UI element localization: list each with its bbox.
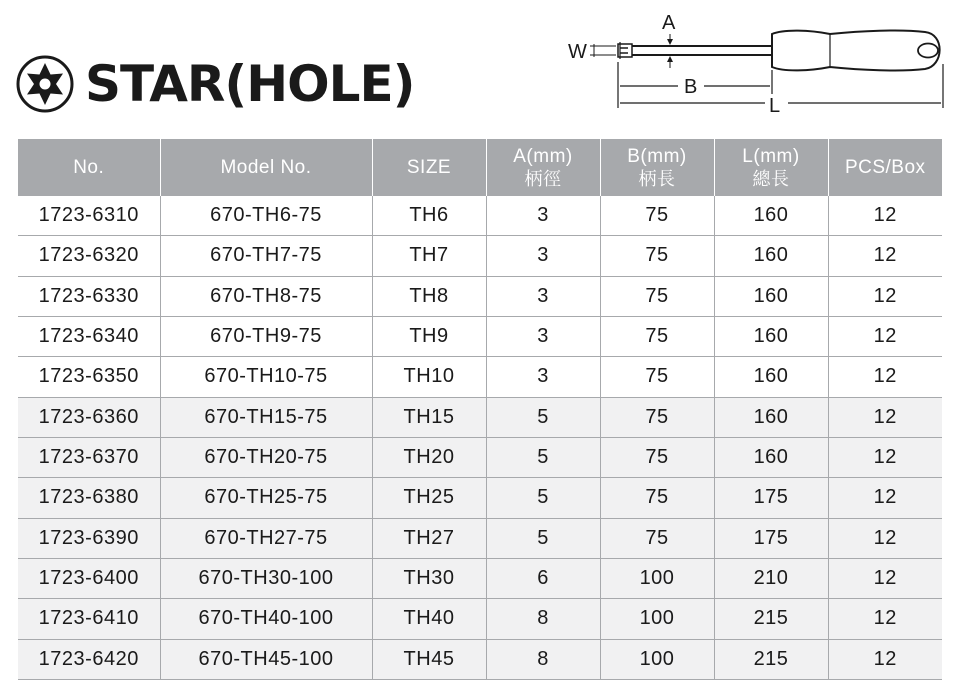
table-row: [18, 357, 942, 397]
cell-a-mm: 8: [486, 599, 600, 639]
cell-model-no: 670-TH20-75: [160, 437, 372, 477]
cell-no: 1723-6310: [18, 196, 160, 236]
cell-a-mm: 3: [486, 357, 600, 397]
page-header: [15, 52, 415, 116]
cell-size: TH30: [372, 558, 486, 598]
cell-no: 1723-6420: [18, 639, 160, 679]
cell-model-no: 670-TH9-75: [160, 316, 372, 356]
cell-size: TH20: [372, 437, 486, 477]
cell-pcs-box: 12: [828, 478, 942, 518]
cell-a-mm: 6: [486, 558, 600, 598]
torx-star-icon: [15, 54, 75, 114]
cell-a-mm: 3: [486, 276, 600, 316]
table-row: [18, 397, 942, 437]
header-l-mm: L(mm) 總長: [714, 139, 828, 196]
cell-size: TH9: [372, 316, 486, 356]
cell-no: 1723-6400: [18, 558, 160, 598]
cell-model-no: 670-TH7-75: [160, 236, 372, 276]
cell-l-mm: 160: [714, 196, 828, 236]
cell-pcs-box: 12: [828, 599, 942, 639]
cell-pcs-box: 12: [828, 357, 942, 397]
cell-size: TH7: [372, 236, 486, 276]
cell-b-mm: 75: [600, 276, 714, 316]
cell-no: 1723-6370: [18, 437, 160, 477]
cell-size: TH25: [372, 478, 486, 518]
cell-pcs-box: 12: [828, 558, 942, 598]
cell-model-no: 670-TH10-75: [160, 357, 372, 397]
cell-pcs-box: 12: [828, 196, 942, 236]
cell-a-mm: 3: [486, 196, 600, 236]
cell-model-no: 670-TH30-100: [160, 558, 372, 598]
cell-model-no: 670-TH6-75: [160, 196, 372, 236]
header-no: No.: [18, 139, 160, 196]
cell-no: 1723-6410: [18, 599, 160, 639]
header-a-mm: A(mm) 柄徑: [486, 139, 600, 196]
cell-l-mm: 175: [714, 518, 828, 558]
dim-label-b: B: [684, 76, 698, 98]
cell-no: 1723-6350: [18, 357, 160, 397]
cell-l-mm: 215: [714, 639, 828, 679]
table-body: [18, 196, 942, 680]
cell-l-mm: 160: [714, 236, 828, 276]
cell-no: 1723-6390: [18, 518, 160, 558]
cell-pcs-box: 12: [828, 518, 942, 558]
table-row: [18, 236, 942, 276]
table-row: [18, 437, 942, 477]
table-row: [18, 518, 942, 558]
cell-l-mm: 175: [714, 478, 828, 518]
table-row: [18, 276, 942, 316]
cell-size: TH27: [372, 518, 486, 558]
cell-l-mm: 215: [714, 599, 828, 639]
cell-size: TH40: [372, 599, 486, 639]
cell-a-mm: 3: [486, 236, 600, 276]
cell-model-no: 670-TH15-75: [160, 397, 372, 437]
cell-a-mm: 3: [486, 316, 600, 356]
cell-model-no: 670-TH8-75: [160, 276, 372, 316]
table-header-row: [18, 139, 942, 196]
cell-size: TH8: [372, 276, 486, 316]
cell-l-mm: 160: [714, 316, 828, 356]
header-pcs-box: PCS/Box: [828, 139, 942, 196]
cell-model-no: 670-TH40-100: [160, 599, 372, 639]
cell-b-mm: 100: [600, 639, 714, 679]
cell-b-mm: 75: [600, 478, 714, 518]
cell-l-mm: 160: [714, 397, 828, 437]
cell-no: 1723-6340: [18, 316, 160, 356]
cell-pcs-box: 12: [828, 316, 942, 356]
cell-model-no: 670-TH45-100: [160, 639, 372, 679]
handle-hole: [918, 44, 938, 58]
cell-b-mm: 75: [600, 316, 714, 356]
cell-b-mm: 75: [600, 437, 714, 477]
cell-pcs-box: 12: [828, 639, 942, 679]
table-row: [18, 196, 942, 236]
cell-pcs-box: 12: [828, 397, 942, 437]
cell-l-mm: 160: [714, 357, 828, 397]
cell-no: 1723-6360: [18, 397, 160, 437]
cell-model-no: 670-TH25-75: [160, 478, 372, 518]
cell-a-mm: 8: [486, 639, 600, 679]
cell-a-mm: 5: [486, 478, 600, 518]
cell-size: TH6: [372, 196, 486, 236]
cell-no: 1723-6380: [18, 478, 160, 518]
header-model-no: Model No.: [160, 139, 372, 196]
dim-label-a: A: [662, 12, 676, 34]
spec-table: [18, 139, 942, 680]
cell-model-no: 670-TH27-75: [160, 518, 372, 558]
cell-size: TH15: [372, 397, 486, 437]
table-row: [18, 639, 942, 679]
cell-a-mm: 5: [486, 437, 600, 477]
cell-b-mm: 75: [600, 196, 714, 236]
cell-size: TH10: [372, 357, 486, 397]
cell-no: 1723-6330: [18, 276, 160, 316]
header-b-mm: B(mm) 柄長: [600, 139, 714, 196]
cell-b-mm: 100: [600, 599, 714, 639]
cell-pcs-box: 12: [828, 276, 942, 316]
cell-pcs-box: 12: [828, 236, 942, 276]
cell-pcs-box: 12: [828, 437, 942, 477]
cell-no: 1723-6320: [18, 236, 160, 276]
table-row: [18, 558, 942, 598]
table-row: [18, 478, 942, 518]
dim-label-w: W: [568, 41, 587, 63]
table-row: [18, 599, 942, 639]
dim-label-l: L: [769, 95, 781, 117]
cell-a-mm: 5: [486, 518, 600, 558]
cell-b-mm: 75: [600, 236, 714, 276]
header-size: SIZE: [372, 139, 486, 196]
handle-shape: [772, 31, 940, 71]
cell-l-mm: 210: [714, 558, 828, 598]
table-row: [18, 316, 942, 356]
cell-b-mm: 100: [600, 558, 714, 598]
screwdriver-diagram: [560, 4, 955, 119]
cell-l-mm: 160: [714, 437, 828, 477]
cell-b-mm: 75: [600, 397, 714, 437]
cell-b-mm: 75: [600, 518, 714, 558]
cell-l-mm: 160: [714, 276, 828, 316]
cell-size: TH45: [372, 639, 486, 679]
page-title: STAR(HOLE): [85, 55, 415, 113]
cell-a-mm: 5: [486, 397, 600, 437]
cell-b-mm: 75: [600, 357, 714, 397]
